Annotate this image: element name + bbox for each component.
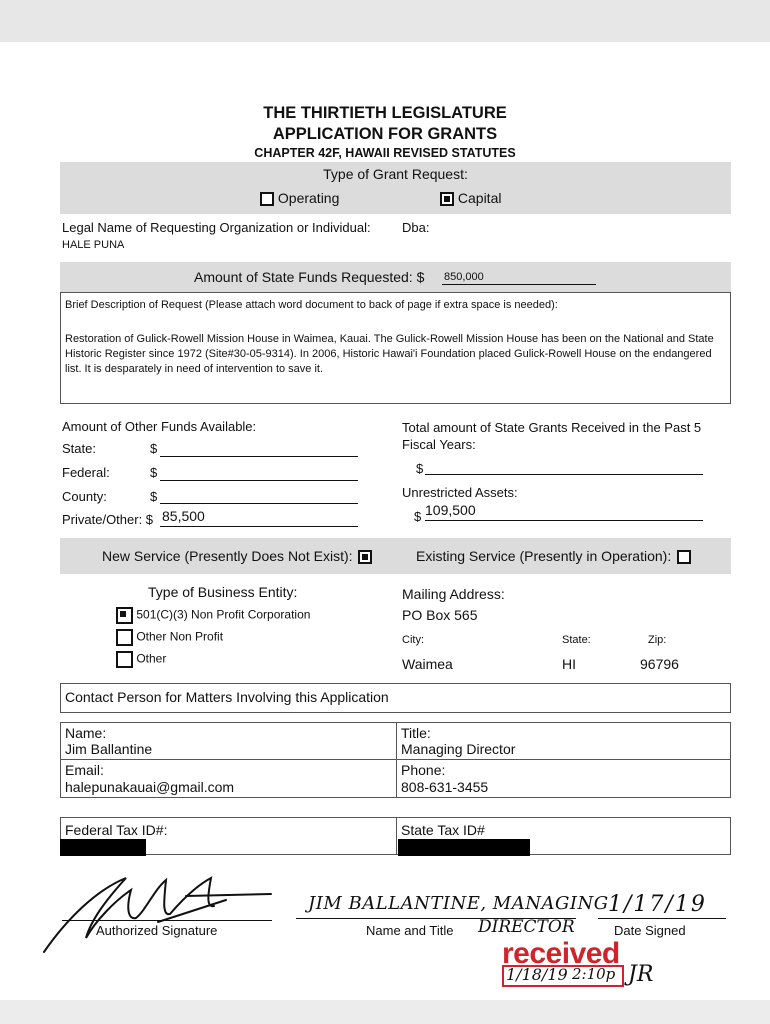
new-service-checkbox[interactable] <box>358 550 372 564</box>
zip-value[interactable]: 96796 <box>640 656 679 672</box>
federal-funds-currency: $ <box>150 465 158 480</box>
contact-email-value[interactable]: halepunakauai@gmail.com <box>65 779 235 795</box>
legal-name-label: Legal Name of Requesting Organization or Individual: <box>62 220 371 235</box>
date-signed-label: Date Signed <box>614 923 686 938</box>
date-signed-line <box>598 918 726 919</box>
name-title-label: Name and Title <box>366 923 454 938</box>
state-tax-id-redaction <box>398 839 530 856</box>
private-funds-label: Private/Other: $ <box>62 512 154 527</box>
federal-funds-line[interactable] <box>160 480 358 481</box>
contact-divider-horizontal <box>61 759 730 760</box>
business-option-other-nonprofit[interactable] <box>116 629 223 646</box>
contact-title-label: Title: <box>401 725 431 741</box>
business-501c3-checkbox[interactable] <box>116 607 133 624</box>
service-section <box>60 538 731 574</box>
private-funds-value[interactable]: 85,500 <box>162 508 205 524</box>
business-other-nonprofit-label: Other Non Profit <box>136 629 224 644</box>
county-funds-label: County: <box>62 489 107 504</box>
business-other-nonprofit-checkbox[interactable] <box>116 629 133 646</box>
handwritten-name: JIM BALLANTINE, MANAGING <box>308 893 609 914</box>
federal-tax-id-redaction <box>60 839 146 856</box>
contact-name-value[interactable]: Jim Ballantine <box>65 741 153 757</box>
existing-service-label: Existing Service (Presently in Operation): <box>416 548 672 564</box>
grant-type-capital[interactable] <box>440 190 501 206</box>
state-funds-currency: $ <box>150 441 158 456</box>
unrestricted-assets-line <box>425 520 703 521</box>
new-service-option[interactable] <box>102 548 372 564</box>
dba-label: Dba: <box>402 220 430 235</box>
legal-name-value[interactable]: HALE PUNA <box>62 239 125 251</box>
tax-id-box <box>60 817 731 855</box>
description-text[interactable]: Restoration of Gulick-Rowell Mission House in Waimea, Kauai. The Gulick-Rowell Mission House has been on the National and State Historic Register since 1972 (Site#30-05-9314). In 2006, Historic Hawai'i Foundation placed Gulick-Rowell House on the endangered list. It is desparately in need of intervention to save it. <box>65 333 714 375</box>
header-application: APPLICATION FOR GRANTS <box>272 125 498 143</box>
business-501c3-label: 501(C)(3) Non Profit Corporation <box>136 607 311 622</box>
mailing-address-value[interactable]: PO Box 565 <box>402 607 478 623</box>
capital-checkbox[interactable] <box>440 192 454 206</box>
funds-requested-value[interactable]: 850,000 <box>444 271 484 283</box>
header-legislature: THE THIRTIETH LEGISLATURE <box>263 104 507 122</box>
existing-service-checkbox[interactable] <box>677 550 691 564</box>
state-tax-id-label: State Tax ID# <box>401 822 485 838</box>
description-label: Brief Description of Request (Please attach word document to back of page if extra space is needed): <box>65 299 558 311</box>
state-label: State: <box>562 634 591 646</box>
authorized-signature-mark <box>36 860 276 960</box>
state-funds-label: State: <box>62 441 96 456</box>
contact-email-label: Email: <box>65 762 104 778</box>
city-label: City: <box>402 634 424 646</box>
business-option-other[interactable] <box>116 651 166 668</box>
contact-phone-value[interactable]: 808-631-3455 <box>401 779 489 795</box>
funds-requested-section <box>60 262 731 292</box>
received-stamp-date: 1/18/19 <box>506 965 568 984</box>
capital-label: Capital <box>457 190 502 206</box>
contact-title-value[interactable]: Managing Director <box>401 741 516 757</box>
operating-checkbox[interactable] <box>260 192 274 206</box>
handwritten-title: DIRECTOR <box>478 917 575 937</box>
business-other-label: Other <box>136 651 167 666</box>
authorized-signature-line <box>62 920 272 921</box>
funds-requested-line <box>442 284 596 285</box>
scan-bottom-band <box>0 1000 770 1024</box>
mailing-address-label: Mailing Address: <box>402 586 505 602</box>
business-entity-label: Type of Business Entity: <box>148 584 298 600</box>
authorized-signature-label: Authorized Signature <box>96 923 218 938</box>
grants-received-line[interactable] <box>425 474 703 475</box>
header-chapter: CHAPTER 42F, HAWAII REVISED STATUTES <box>254 146 516 160</box>
unrestricted-assets-label: Unrestricted Assets: <box>402 485 518 500</box>
new-service-label: New Service (Presently Does Not Exist): <box>102 548 353 564</box>
contact-phone-label: Phone: <box>401 762 446 778</box>
contact-header-box <box>60 683 731 713</box>
contact-divider-vertical <box>396 723 397 797</box>
unrestricted-assets-value[interactable]: 109,500 <box>425 502 476 518</box>
tax-id-divider <box>396 818 397 854</box>
description-box <box>60 292 731 404</box>
contact-name-label: Name: <box>65 725 107 741</box>
federal-funds-label: Federal: <box>62 465 110 480</box>
operating-label: Operating <box>277 190 340 206</box>
funds-requested-label: Amount of State Funds Requested: $ <box>194 269 425 285</box>
grant-type-label: Type of Grant Request: <box>323 166 468 182</box>
other-funds-label: Amount of Other Funds Available: <box>62 419 257 434</box>
contact-details-box <box>60 722 731 798</box>
county-funds-line[interactable] <box>160 503 358 504</box>
grants-received-label: Total amount of State Grants Received in the Past 5 Fiscal Years: <box>402 420 702 452</box>
received-stamp-time: 2:10p <box>572 965 616 983</box>
received-stamp: received <box>502 937 620 970</box>
business-other-checkbox[interactable] <box>116 651 133 668</box>
private-funds-line <box>160 526 358 527</box>
grant-type-operating[interactable] <box>260 190 339 206</box>
scan-top-band <box>0 0 770 42</box>
existing-service-option[interactable] <box>416 548 691 564</box>
state-funds-line[interactable] <box>160 456 358 457</box>
contact-header: Contact Person for Matters Involving this Application <box>65 689 389 705</box>
unrestricted-assets-currency: $ <box>414 509 422 524</box>
federal-tax-id-label: Federal Tax ID#: <box>65 822 168 838</box>
receiver-initials: JR <box>628 962 654 987</box>
state-value[interactable]: HI <box>562 656 576 672</box>
grants-received-currency: $ <box>416 461 424 476</box>
business-option-501c3[interactable] <box>116 607 310 624</box>
county-funds-currency: $ <box>150 489 158 504</box>
handwritten-date: 1/17/19 <box>608 892 707 917</box>
zip-label: Zip: <box>648 634 667 646</box>
grant-type-section <box>60 162 731 214</box>
city-value[interactable]: Waimea <box>402 656 453 672</box>
